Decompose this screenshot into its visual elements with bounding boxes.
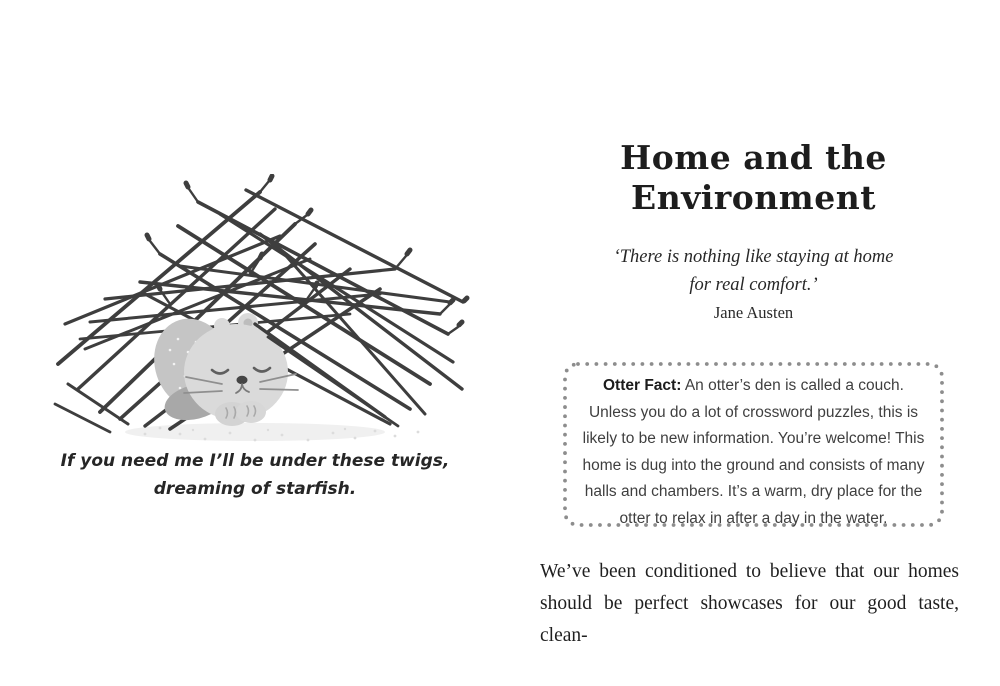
chapter-title: Home and the Environment xyxy=(620,138,887,217)
otter-under-twigs-illustration xyxy=(50,174,470,450)
fact-text xyxy=(578,373,929,532)
fact-body: An otter’s den is called a couch. Unless you do a lot of crossword puzzles, this is likely to be new information. You’re welcome! This home is dug into the ground and consists of many halls and chambers. It’s a warm, dry place for the otter to relax in after a day in the water. xyxy=(582,377,925,527)
caption-line-1: If you need me I’ll be under these twigs, xyxy=(60,451,450,471)
fact-label: Otter Fact: xyxy=(603,377,682,394)
body-line-1: We’ve been conditioned to believe that our homes xyxy=(540,561,959,582)
ground-shadow xyxy=(125,423,419,441)
quote-line-1: ‘There is nothing like staying at home xyxy=(613,247,894,267)
otter-illustration-svg xyxy=(50,174,470,450)
body-paragraph xyxy=(540,556,959,652)
body-line-2: should be perfect showcases for our good taste, clean- xyxy=(540,593,959,646)
otter-fact-box xyxy=(562,361,945,528)
illustration-caption xyxy=(55,447,455,503)
epigraph-quote xyxy=(558,243,949,299)
quote-attribution: Jane Austen xyxy=(713,303,794,322)
quote-line-2: for real comfort.’ xyxy=(689,275,818,295)
caption-line-2: dreaming of starfish. xyxy=(153,479,357,499)
